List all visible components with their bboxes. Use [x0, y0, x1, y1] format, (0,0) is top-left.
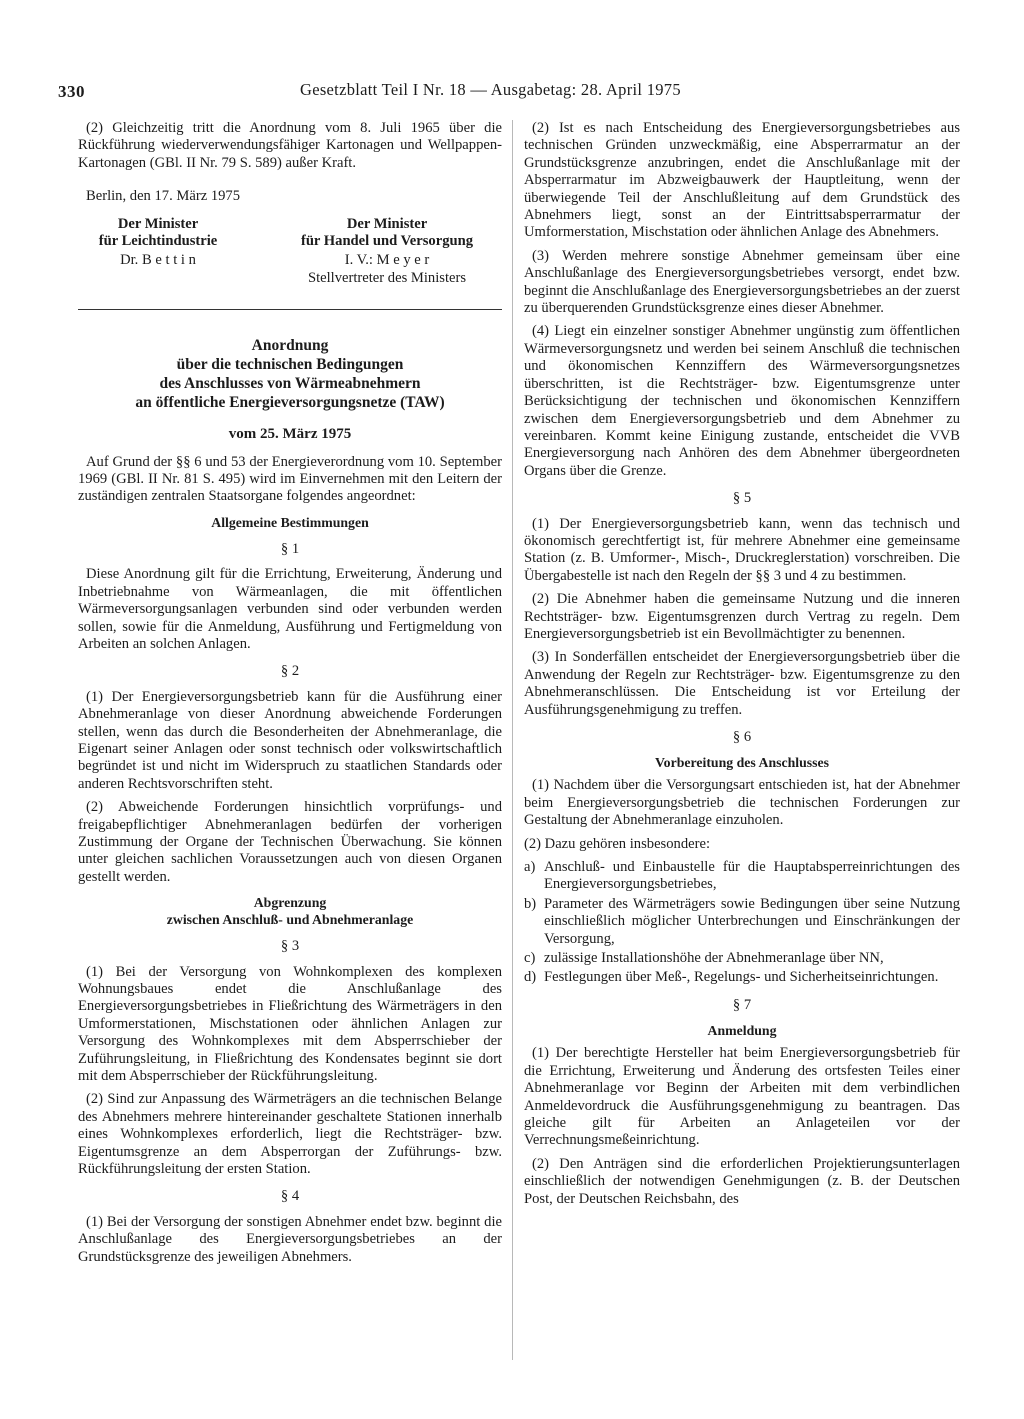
signatory-role: Der Minister	[346, 215, 428, 232]
section-4-paragraph-1: (1) Bei der Versorgung der sonstigen Abnehmer endet bzw. beginnt die Anschlußanlage des Energieversorgungsbetriebes an der Grundstücksgrenze des jeweiligen Abnehmers.	[78, 1213, 502, 1265]
list-item	[524, 859, 960, 894]
list-item-text: Anschluß- und Einbaustelle für die Hauptabsperreinrichtungen des Energieversorgungsbetriebes,	[544, 859, 960, 893]
section-5-paragraph-2: (2) Die Abnehmer haben die gemeinsame Nutzung und die inneren Rechtsträger- bzw. Eigentumsgrenzen durch Vertrag zu regeln. Dem Energieversorgungsbetrieb ist ein Bevollmächtigter zu benennen.	[524, 591, 960, 642]
section-4-paragraph-3: (3) Werden mehrere sonstige Abnehmer gemeinsam über eine Anschlußanlage des Energieversorgungsbetriebes versorgt, endet bzw. beginnt die Anschlußanlage des Energieversorgungsbetriebes an der zuerst zu überquerenden Grundstücksgrenze eines dieser Abnehmer.	[524, 247, 960, 317]
section-7-mark: § 7	[732, 996, 752, 1013]
section-3-paragraph-1: (1) Bei der Versorgung von Wohnkomplexen des komplexen Wohnungsbaues endet die Anschlußanlage des Energieversorgungsbetriebes in Fließrichtung des Wärmeträgers in den Umformerstationen, Mischstationen oder ähnlichen Anlagen zur Versorgung des Wohnkomplexes mit dem Absperrschieber der Zuführungsleitung, in Fließrichtung des Kondensates beginnt sie dort mit dem Absperrschieber der Rückführungsleitung.	[78, 963, 502, 1085]
heading-registration: Anmeldung	[707, 1023, 777, 1039]
section-5-mark: § 5	[732, 490, 752, 507]
heading-line: Abgrenzung	[253, 895, 327, 911]
list-item-text: zulässige Installationshöhe der Abnehmeranlage über NN,	[544, 950, 884, 967]
signature-block	[78, 216, 502, 288]
running-header: Gesetzblatt Teil I Nr. 18 — Ausgabetag: 28. April 1975	[300, 80, 681, 99]
section-1-text: Diese Anordnung gilt für die Errichtung, Erweiterung, Änderung und Inbetriebnahme von Wärmeanlagen, die mit öffentlichen Wärmeversorgungsanlagen verbunden sind oder verbunden werden sollen, sowie für die Anmeldung, Ausführung und Fertigmeldung von Arbeiten an solchen Anlagen.	[78, 566, 502, 652]
list-item	[524, 950, 960, 967]
section-5-paragraph-1: (1) Der Energieversorgungsbetrieb kann, wenn das technisch und ökonomisch gerechtfertigt ist, für mehrere Abnehmer eine gemeinsame Station (z. B. Umformer-, Misch-, Druckreglerstation) vorschreiben. Die Übergabestelle ist nach den Regeln der §§ 3 und 4 zu bestimmen.	[524, 515, 960, 584]
section-3-mark: § 3	[280, 938, 300, 955]
section-1-mark: § 1	[280, 540, 300, 557]
signature-right	[272, 216, 502, 288]
section-7-paragraph-1: (1) Der berechtigte Hersteller hat beim Energieversorgungsbetrieb für die Errichtung, Erweiterung und Änderung des ortsfesten Teiles einer Abnehmeranlage vor Beginn der Arbeiten mit dem verbindlichen Anmeldevordruck die Ausführungsgenehmigung zu beantragen. Das gleiche gilt für Arbeiten an Anlageteilen vor der Verrechnungsmeßeinrichtung.	[524, 1045, 960, 1149]
list-item-text: Parameter des Wärmeträgers sowie Bedingungen über seine Nutzung einschließlich möglicher Unterbrechungen und Einschränkungen der Versorgung,	[544, 895, 960, 947]
signatory-name: I. V.: M e y e r	[344, 252, 430, 269]
signatory-title: Stellvertreter des Ministers	[307, 269, 467, 286]
section-rule	[78, 309, 502, 310]
signature-left	[78, 216, 238, 288]
list-item-label: c)	[524, 950, 536, 967]
signatory-ministry: für Handel und Versorgung	[300, 233, 474, 250]
regulation-title	[78, 336, 502, 412]
section-2-mark: § 2	[280, 663, 300, 680]
section-4-paragraph-2: (2) Ist es nach Entscheidung des Energieversorgungsbetriebes aus technischen Gründen unzweckmäßig, eine Absperrarmatur an der Grundstücksgrenze anzubringen, endet die Anschlußanlage mit der Absperrarmatur im Abzweigbauwerk der Hauptleitung, wenn der überwiegende Teil der Anschlußleitung auf dem Grundstück des Abnehmers liegt, sonst an der Eintrittsabsperrarmatur der Umformerstation, Mischstation oder ähnlichen Anlage des Abnehmers.	[524, 120, 960, 241]
section-5-paragraph-3: (3) In Sonderfällen entscheidet der Energieversorgungsbetrieb über die Anwendung der Regeln zur Rechtsträger- bzw. Eigentumsgrenze zu den Abnehmeranschlüssen. Die Entscheidung ist vor Erteilung der Ausführungsgenehmigung zu treffen.	[524, 649, 960, 718]
list-item	[524, 896, 960, 948]
section-2-paragraph-2: (2) Abweichende Forderungen hinsichtlich vorprüfungs- und freigabepflichtiger Abnehmeranlagen bedürfen der vorherigen Zustimmung der Organe der Technischen Überwachung. Sie können unter gleichen sachlichen Voraussetzungen auch von diesen Organen gestellt werden.	[78, 799, 502, 885]
title-line: des Anschlusses von Wärmeabnehmern	[159, 375, 421, 393]
column-divider	[512, 120, 513, 1360]
section-7-paragraph-2: (2) Den Anträgen sind die erforderlichen Projektierungsunterlagen einschließlich der notwendigen Genehmigungen (z. B. der Deutschen Post, der Deutschen Reichsbahn, des	[524, 1155, 960, 1207]
title-line: über die technischen Bedingungen	[176, 356, 404, 374]
section-4-mark: § 4	[280, 1188, 300, 1205]
page-number: 330	[58, 82, 85, 101]
heading-preparation: Vorbereitung des Anschlusses	[654, 755, 830, 771]
heading-line: zwischen Anschluß- und Abnehmeranlage	[166, 912, 414, 928]
list-item	[524, 969, 960, 986]
section-2-paragraph-1: (1) Der Energieversorgungsbetrieb kann für die Ausführung einer Abnehmeranlage von dieser Anordnung abweichende Forderungen stellen, wenn das durch die Besonderheiten der Abnehmeranlage, die Eigenart seiner Anlagen oder sonst technisch oder volkswirtschaftlich begründet ist und nicht im Widerspruch zu staatlichen Standards oder anderen Rechtsvorschriften steht.	[78, 688, 502, 792]
place-date: Berlin, den 17. März 1975	[86, 188, 241, 205]
previous-paragraph: (2) Gleichzeitig tritt die Anordnung vom 8. Juli 1965 über die Rückführung wiederverwendungsfähiger Kartonagen und Wellpappen-Kartonagen (GBl. II Nr. 79 S. 589) außer Kraft.	[78, 120, 502, 171]
section-6-mark: § 6	[732, 729, 752, 745]
left-column	[78, 120, 502, 1272]
requirements-list	[524, 859, 960, 987]
list-item-text: Festlegungen über Meß-, Regelungs- und Sicherheitseinrichtungen.	[544, 969, 939, 986]
list-item-label: a)	[524, 859, 536, 876]
title-line: Anordnung	[251, 337, 329, 355]
list-item-label: b)	[524, 895, 537, 912]
list-item-label: d)	[524, 969, 537, 986]
right-column	[524, 120, 960, 1214]
title-line: an öffentliche Energieversorgungsnetze (TAW)	[135, 394, 445, 412]
heading-demarcation	[78, 894, 502, 928]
regulation-date: vom 25. März 1975	[228, 426, 352, 443]
section-3-paragraph-2: (2) Sind zur Anpassung des Wärmeträgers an die technischen Belange des Abnehmers mehrere hintereinander geschaltete Stationen innerhalb eines Wohnkomplexes erforderlich, liegt die Rechtsträger- bzw. Eigentumsgrenze an dem Absperrorgan der Zuführungs- bzw. Rückführungsleitung der ersten Station.	[78, 1091, 502, 1178]
section-6-paragraph-1: (1) Nachdem über die Versorgungsart entschieden ist, hat der Abnehmer beim Energieversorgungsbetrieb die technischen Forderungen zur Gestaltung der Abnehmeranlage einzuholen.	[524, 777, 960, 829]
signatory-ministry: für Leichtindustrie	[98, 233, 218, 250]
preamble: Auf Grund der §§ 6 und 53 der Energieverordnung vom 10. September 1969 (GBl. II Nr. 81 S. 495) wird im Einvernehmen mit den Leitern der zuständigen zentralen Staatsorgane folgendes angeordnet:	[78, 453, 502, 505]
signatory-name: Dr. B e t t i n	[120, 252, 196, 269]
heading-general-provisions: Allgemeine Bestimmungen	[211, 514, 369, 530]
section-6-paragraph-2: (2) Dazu gehören insbesondere:	[524, 835, 710, 852]
section-4-paragraph-4: (4) Liegt ein einzelner sonstiger Abnehmer ungünstig zum öffentlichen Wärmeversorgungsnetz und werden bei seinem Anschluß die technischen und ökonomischen Kennziffern des Wärmeversorgungsnetzes überschritten, ist die Rechtsträger- bzw. Eigentumsgrenze unter Berücksichtigung der technischen und ökonomischen Kennziffern zwischen dem Energieversorgungsbetrieb und dem Abnehmer zu vereinbaren. Kommt keine Einigung zustande, entscheidet die VVB Energieversorgung nach Anhören des dem Abnehmer übergeordneten Organs über die Grenze.	[524, 323, 960, 479]
signatory-role: Der Minister	[117, 215, 199, 232]
